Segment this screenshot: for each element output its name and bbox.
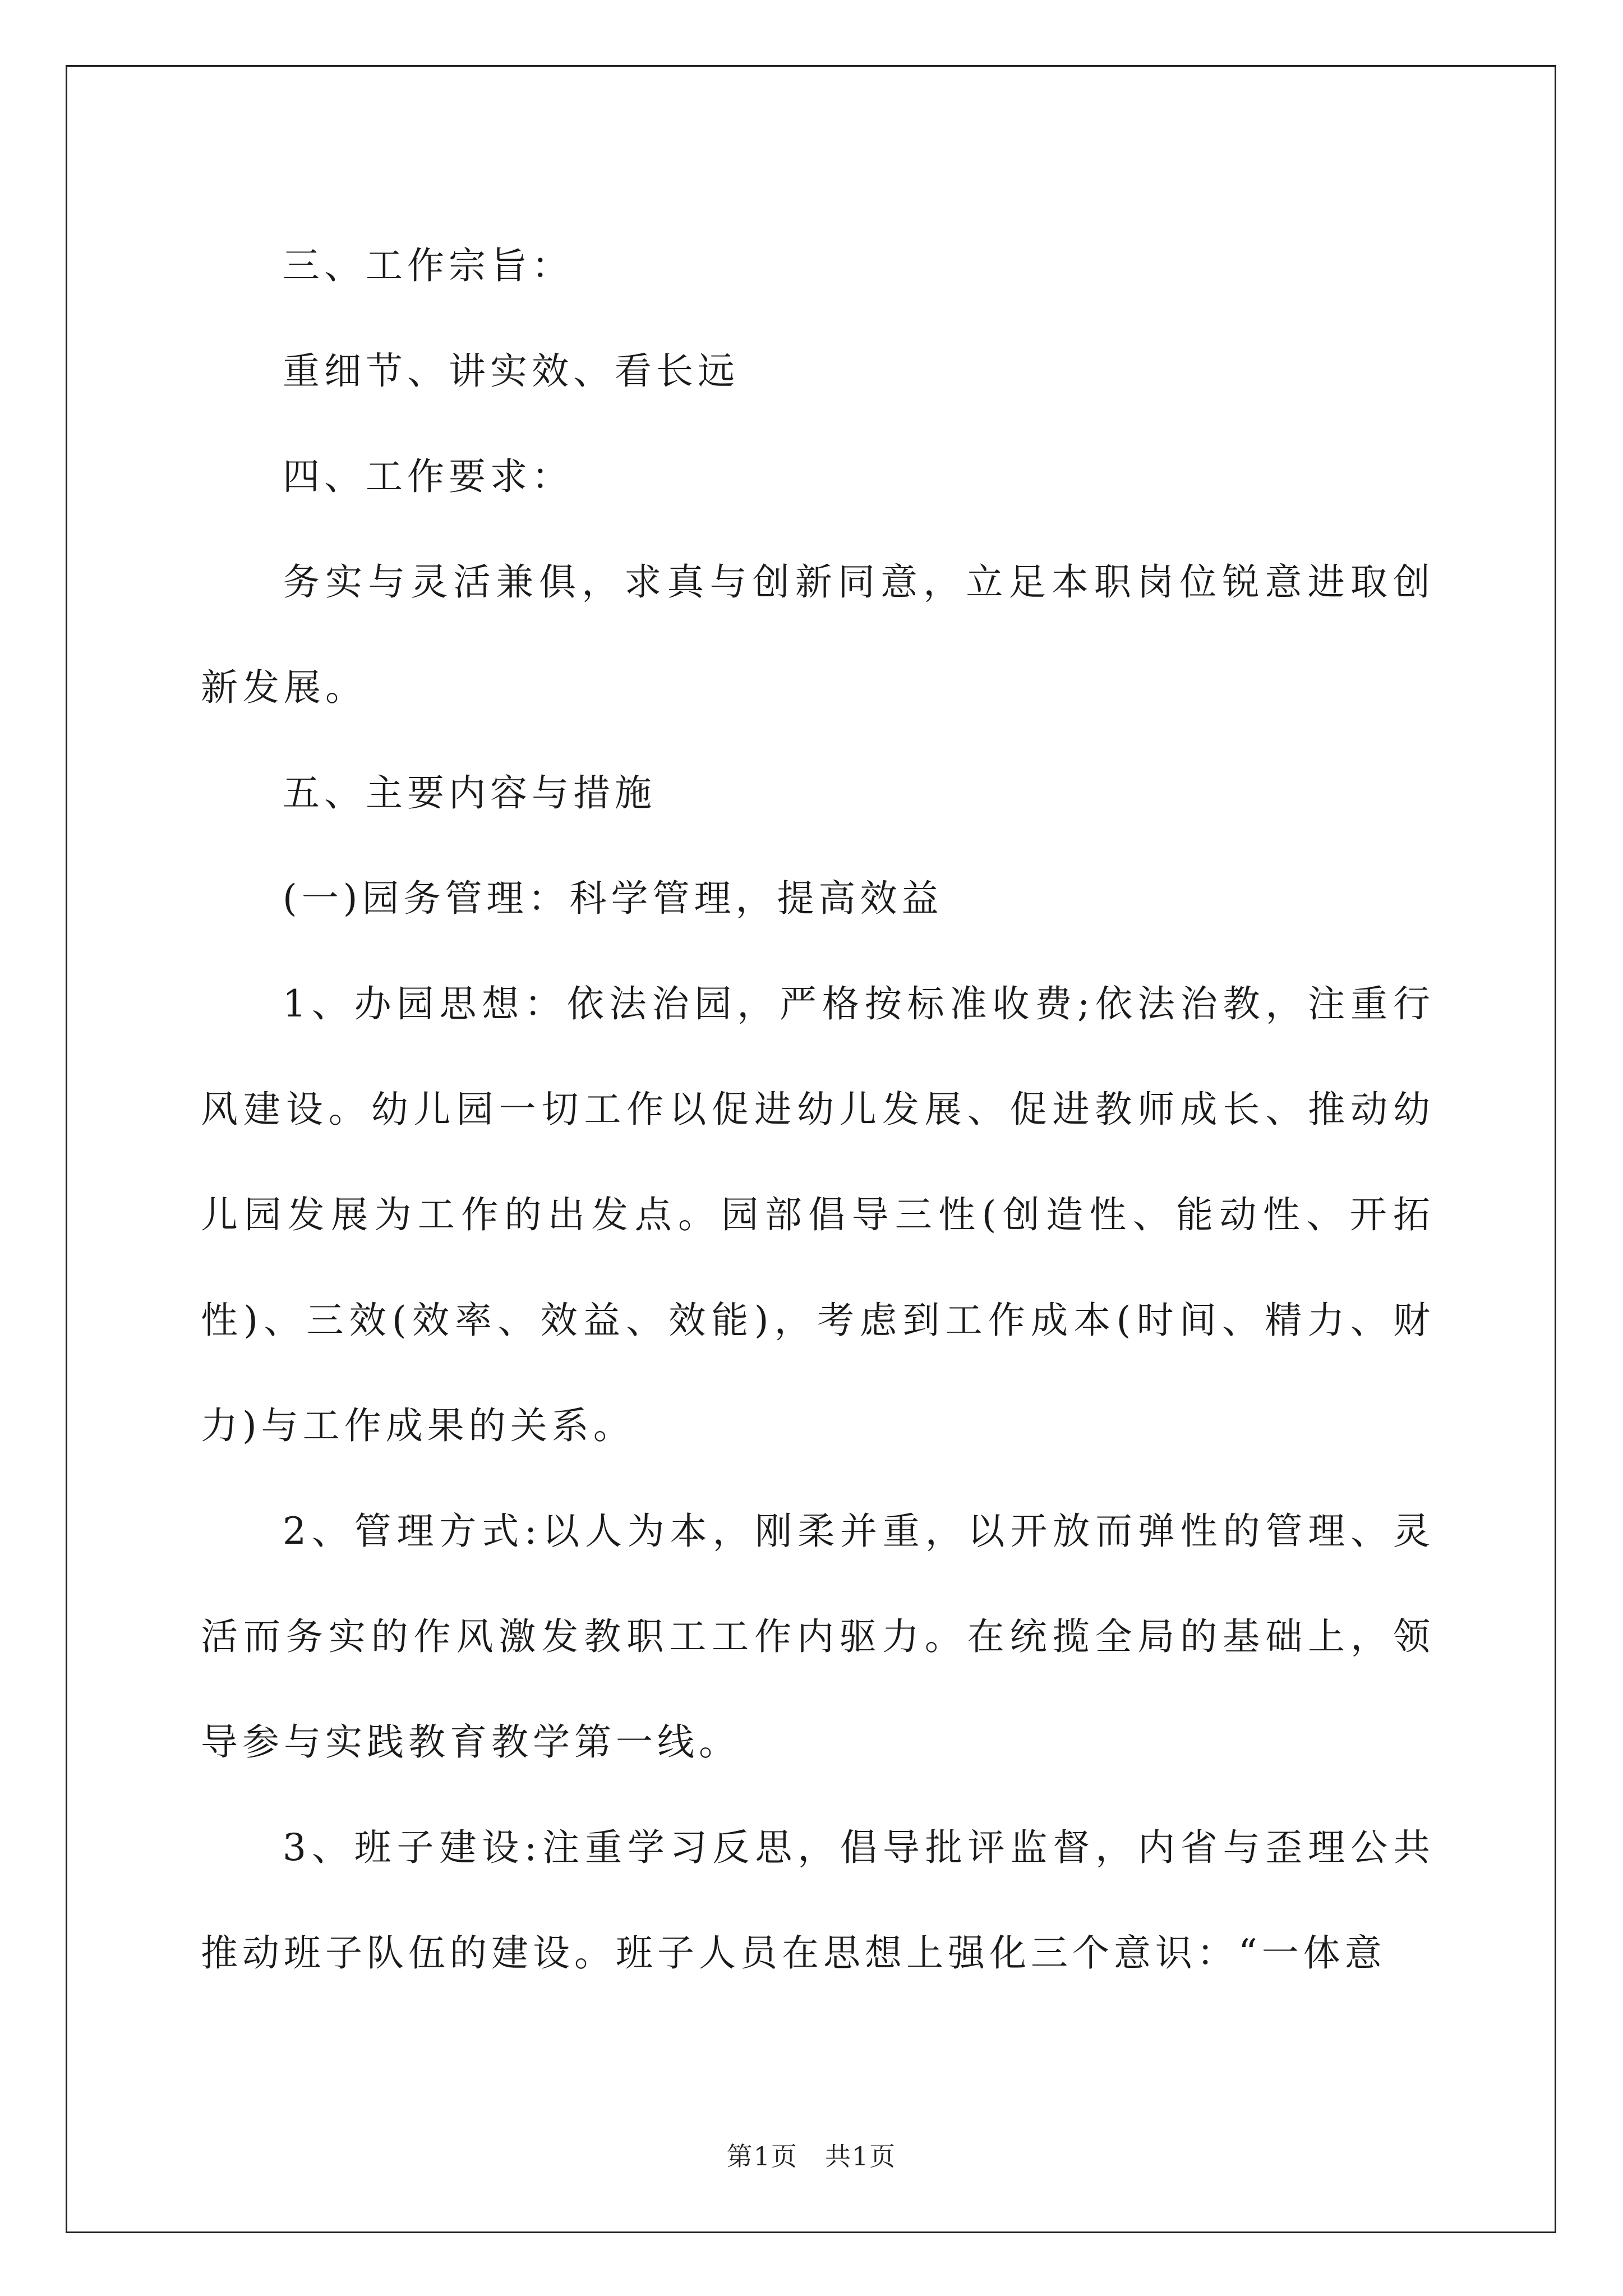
subheading-garden-management: (一)园务管理：科学管理，提高效益 (283, 877, 943, 920)
paragraph-school-philosophy: 1、办园思想：依法治园，严格按标准收费;依法治教，注重行风建设。幼儿园一切工作以促进幼儿发展、促进教师成长、推动幼儿园发展为工作的出发点。园部倡导三性(创造性、能动性、开拓性)、三效(效率、效益、效能)，考虑到工作成本(时间、精力、财力)与工作成果的关系。 (201, 982, 1435, 1447)
heading-work-requirements: 四、工作要求： (283, 455, 573, 498)
heading-main-content: 五、主要内容与措施 (283, 771, 656, 815)
page-number: 第1页 (726, 2141, 798, 2171)
heading-work-purpose: 三、工作宗旨： (283, 244, 573, 287)
page-footer (0, 2136, 1623, 2173)
page-total: 共1页 (825, 2141, 897, 2171)
paragraph-work-requirements: 务实与灵活兼俱，求真与创新同意，立足本职岗位锐意进取创新发展。 (201, 560, 1435, 709)
paragraph-team-building: 3、班子建设:注重学习反思，倡导批评监督，内省与歪理公共推动班子队伍的建设。班子人员在思想上强化三个意识：“一体意 (201, 1826, 1435, 1975)
document-body (201, 213, 1435, 2006)
paragraph-management-style: 2、管理方式:以人为本，刚柔并重，以开放而弹性的管理、灵活而务实的作风激发教职工工作内驱力。在统揽全局的基础上，领导参与实践教育教学第一线。 (201, 1510, 1435, 1764)
paragraph-work-purpose: 重细节、讲实效、看长远 (283, 349, 739, 393)
